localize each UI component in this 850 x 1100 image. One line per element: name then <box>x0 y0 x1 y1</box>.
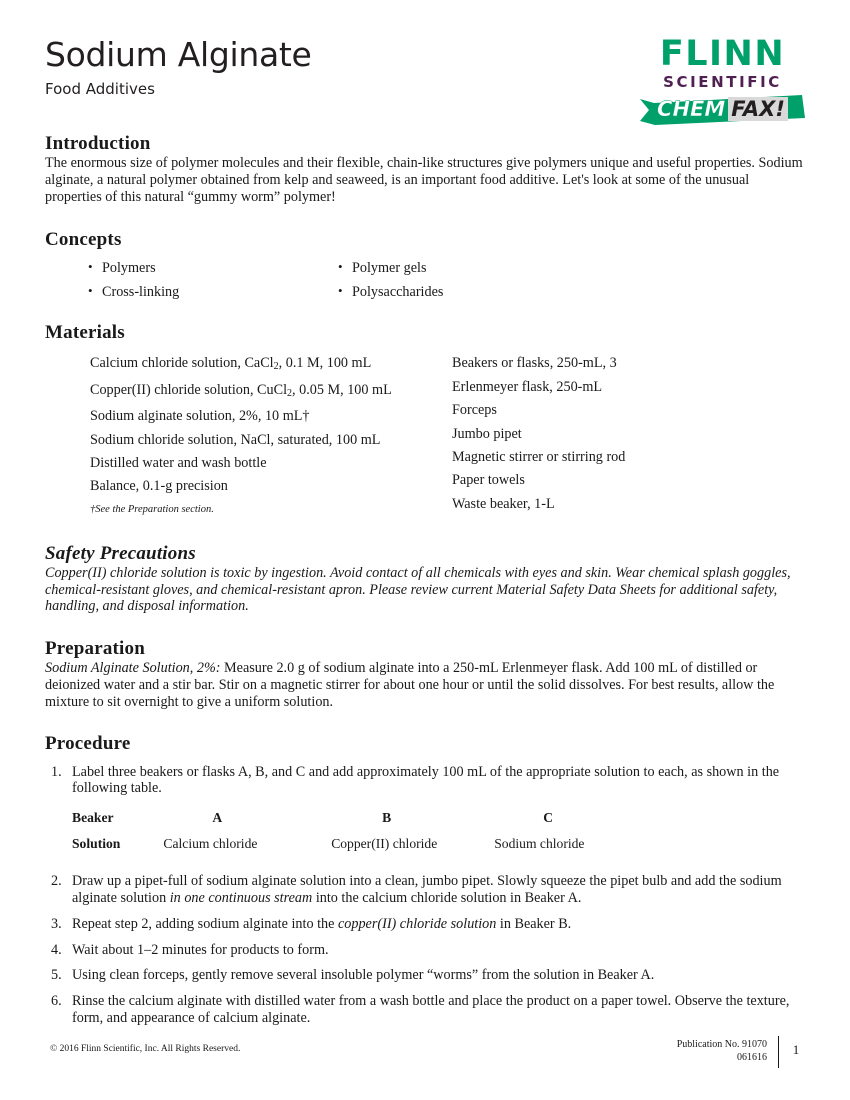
page-subtitle: Food Additives <box>45 79 155 98</box>
step-text: Repeat step 2, adding sodium alginate into the copper(II) chloride solution in Beaker B. <box>72 915 572 932</box>
table-cell-beaker-a: A <box>212 810 223 826</box>
preparation-text: Measure 2.0 g of sodium alginate into a 250-mL Erlenmeyer flask. Add 100 mL of distilled or deionized water and a stir bar. Stir on a magnetic stirrer for about one hour or until the solid dissolves. For best results, allow the mixture to sit overnight to give a uniform solution. <box>45 660 775 710</box>
step-text: Wait about 1–2 minutes for products to form. <box>72 941 329 958</box>
footer-copyright: © 2016 Flinn Scientific, Inc. All Rights Reserved. <box>50 1044 241 1054</box>
concepts-list <box>45 260 805 300</box>
materials-heading: Materials <box>45 322 125 344</box>
materials-left-column <box>90 352 452 517</box>
introduction-body: The enormous size of polymer molecules and their flexible, chain-like structures give polymers unique and useful properties. Sodium alginate, a natural polymer obtained from kelp and seaweed, is an important food additive. Let's look at some of the unusual properties of this natural “gummy worm” polymer! <box>45 155 803 205</box>
step-number: 1. <box>51 763 62 780</box>
table-row-label: Solution <box>72 836 121 852</box>
procedure-step <box>45 873 805 907</box>
table-row-label: Beaker <box>72 810 114 826</box>
section-introduction <box>45 133 805 205</box>
footer-publication-number: Publication No. 91070 <box>676 1039 767 1050</box>
table-row <box>72 834 672 860</box>
concept-item: • Polysaccharides <box>338 284 805 300</box>
step-number: 6. <box>51 993 62 1010</box>
material-item: Distilled water and wash bottle <box>90 455 267 472</box>
step-number: 5. <box>51 967 62 984</box>
step-number: 4. <box>51 941 62 958</box>
logo-brand-text: FLINN <box>659 34 786 74</box>
section-materials <box>45 322 805 517</box>
banner-text-group <box>640 95 805 125</box>
concept-item: • Polymers <box>88 260 338 276</box>
beaker-solution-table <box>72 808 672 860</box>
material-item: Forceps <box>452 402 497 419</box>
preparation-lead: Sodium Alginate Solution, 2%: <box>45 660 221 677</box>
material-item: Sodium chloride solution, NaCl, saturated, 100 mL <box>90 431 381 448</box>
material-item: Paper towels <box>452 472 525 489</box>
table-row <box>72 808 672 834</box>
footer-date-code: 061616 <box>737 1051 767 1063</box>
banner-chem-text: CHEM <box>657 97 726 122</box>
material-item: Sodium alginate solution, 2%, 10 mL† <box>90 408 310 425</box>
banner-fax-text: FAX! <box>728 97 788 121</box>
section-safety-precautions <box>45 543 805 615</box>
footer-publication-info <box>677 1039 767 1064</box>
step-number: 2. <box>51 873 62 890</box>
page-title: Sodium Alginate <box>45 35 312 74</box>
material-item: Jumbo pipet <box>452 425 522 442</box>
material-item: Erlenmeyer flask, 250-mL <box>452 378 603 395</box>
section-concepts <box>45 229 805 300</box>
step-number: 3. <box>51 915 62 932</box>
section-procedure <box>45 733 805 1027</box>
concept-item: • Cross-linking <box>88 284 338 300</box>
material-item: Waste beaker, 1-L <box>452 495 555 512</box>
materials-right-column <box>452 352 805 517</box>
table-cell-beaker-b: B <box>382 810 392 826</box>
section-preparation <box>45 638 805 710</box>
procedure-step <box>45 764 805 798</box>
safety-heading: Safety Precautions <box>45 542 196 564</box>
chemfax-banner <box>640 95 805 125</box>
table-cell-beaker-c: C <box>543 810 554 826</box>
preparation-heading: Preparation <box>45 638 146 660</box>
material-item: Balance, 0.1-g precision <box>90 478 228 495</box>
footer-divider <box>778 1036 779 1068</box>
material-item: Copper(II) chloride solution, CuCl$_2$, 0.05 M, 100 mL <box>90 381 392 399</box>
concepts-heading: Concepts <box>45 229 122 251</box>
procedure-step <box>45 916 805 933</box>
table-cell-solution-c: Sodium chloride <box>494 836 585 852</box>
procedure-step <box>45 993 805 1027</box>
materials-columns <box>45 352 805 517</box>
concept-item: • Polymer gels <box>338 260 805 276</box>
footer-page-number: 1 <box>792 1042 800 1057</box>
material-item: Magnetic stirrer or stirring rod <box>452 449 626 466</box>
step-text: Rinse the calcium alginate with distilled water from a wash bottle and place the product on a paper towel. Observe the texture, form, and appearance of calcium alginate. <box>72 993 790 1026</box>
table-cell-solution-a: Calcium chloride <box>163 836 258 852</box>
procedure-step <box>45 967 805 984</box>
material-item: Beakers or flasks, 250-mL, 3 <box>452 355 617 372</box>
step-text: Using clean forceps, gently remove several insoluble polymer “worms” from the solution in Beaker A. <box>72 967 655 984</box>
procedure-step <box>45 942 805 959</box>
introduction-heading: Introduction <box>45 133 151 154</box>
procedure-table <box>45 808 712 860</box>
page-header <box>45 0 805 122</box>
safety-body: Copper(II) chloride solution is toxic by ingestion. Avoid contact of all chemicals with eyes and skin. Wear chemical splash goggles, chemical-resistant gloves, and chemical-resistant apron. Please review current Material Safety Data Sheets for additional safety, handling, and disposal information. <box>45 564 791 615</box>
step-text: Label three beakers or flasks A, B, and C and add approximately 100 mL of the appropriate solution to each, as shown in the following table. <box>72 763 780 797</box>
table-cell-solution-b: Copper(II) chloride <box>331 836 438 852</box>
flinn-scientific-logo <box>640 34 805 125</box>
procedure-steps <box>45 764 805 1027</box>
page-footer <box>45 1036 805 1076</box>
step-text: Draw up a pipet-full of sodium alginate solution into a clean, jumbo pipet. Slowly squeeze the pipet bulb and add the sodium alginate solution in one continuous stream into the calcium chloride solution in Beaker A. <box>72 873 782 906</box>
logo-brand-subtext: SCIENTIFIC <box>663 73 782 92</box>
materials-footnote: †See the Preparation section. <box>90 503 214 515</box>
material-item: Calcium chloride solution, CaCl$_2$, 0.1 M, 100 mL <box>90 355 372 373</box>
preparation-body <box>45 660 805 710</box>
procedure-heading: Procedure <box>45 732 131 754</box>
